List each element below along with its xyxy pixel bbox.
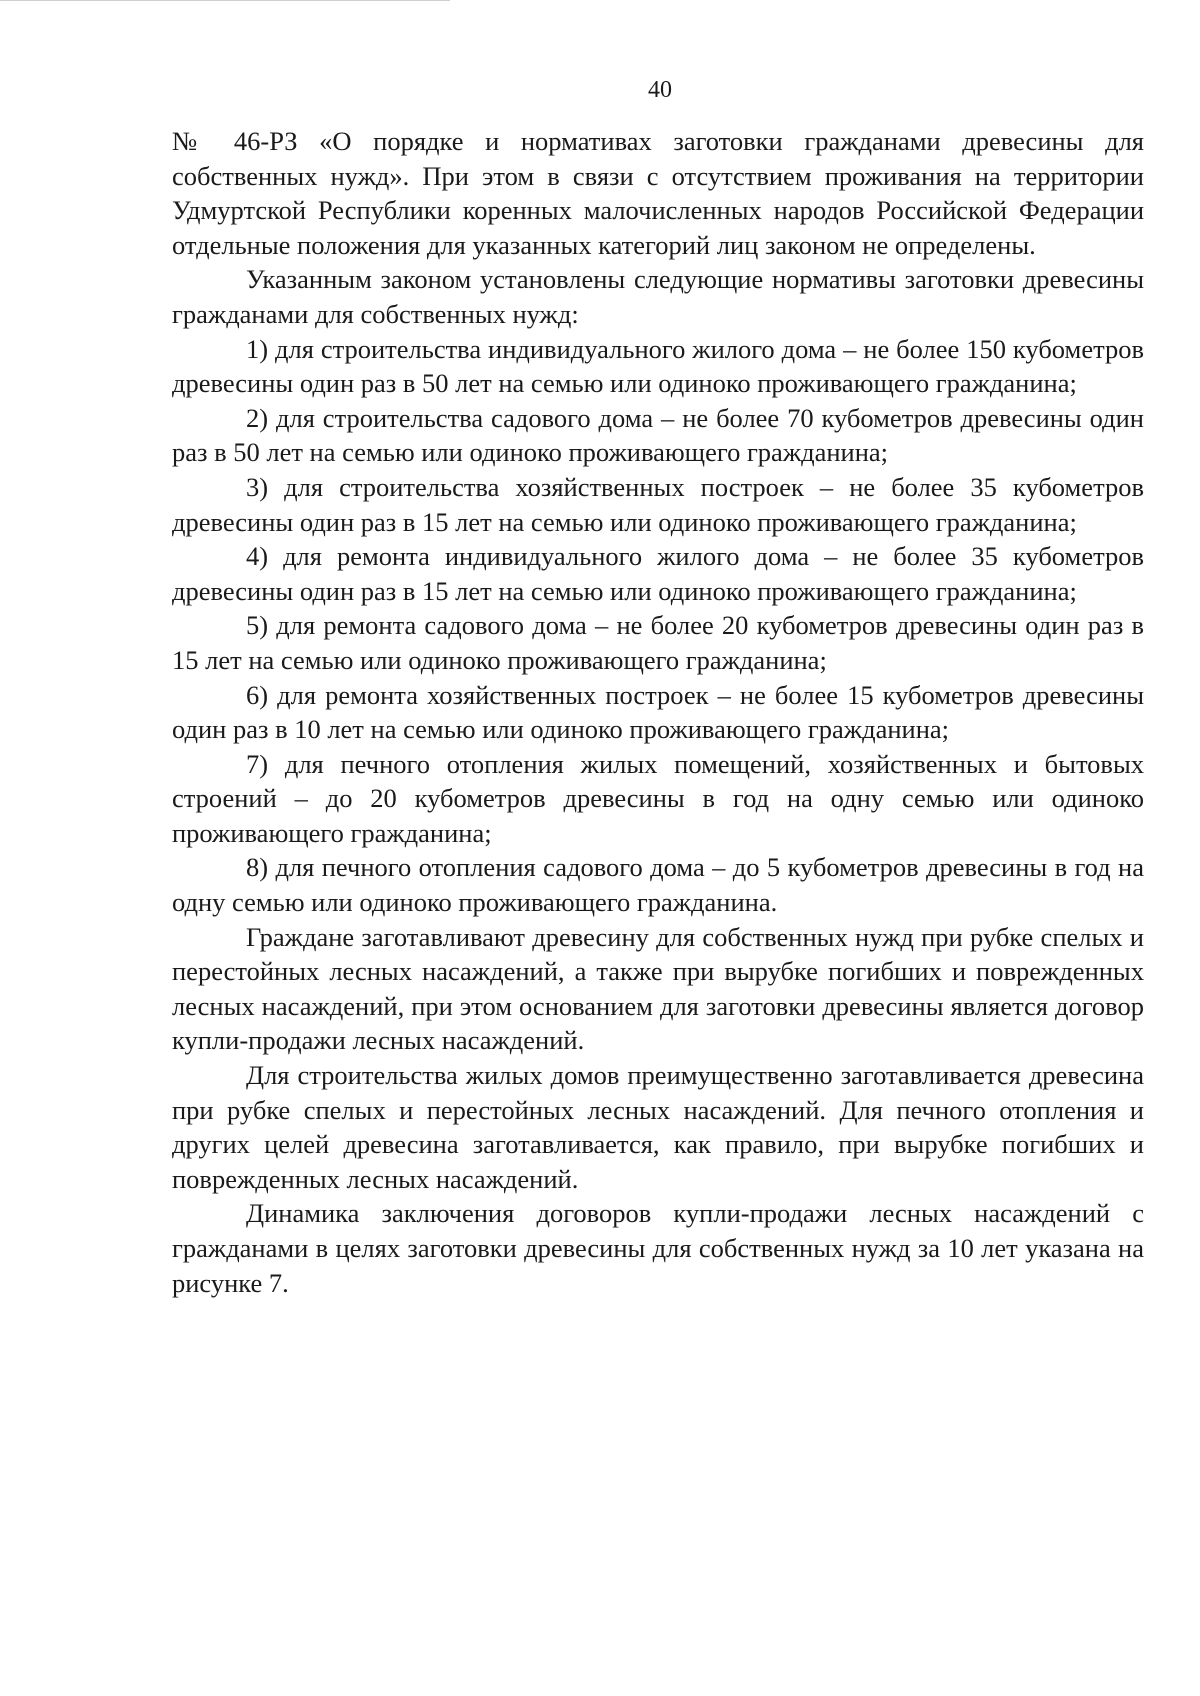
list-item-norm-2: 2) для строительства садового дома – не более 70 кубометров древесины один раз в 50 лет на семью или одиноко проживающего гражданина; (172, 402, 1144, 468)
paragraph-norms-intro: Указанным законом установлены следующие нормативы заготовки древесины гражданами для собственных нужд: (172, 264, 1144, 329)
list-item-norm-5: 5) для ремонта садового дома – не более 20 кубометров древесины один раз в 15 лет на семью или одиноко проживающего гражданина; (172, 610, 1144, 675)
list-item-norm-1: 1) для строительства индивидуального жилого дома – не более 150 кубометров древесины один раз в 50 лет на семью или одиноко проживающего гражданина; (172, 333, 1144, 399)
paragraph-continuation: № 46-РЗ «О порядке и нормативах заготовки гражданами древесины для собственных нужд». При этом в связи с отсутствием проживания на территории Удмуртской Республики коренных малочисленных народов Российской Федерации отдельные положения для указанных категорий лиц законом не определены. (172, 126, 1144, 260)
list-item-norm-8: 8) для печного отопления садового дома – до 5 кубометров древесины в год на одну семью или одиноко проживающего гражданина. (172, 852, 1144, 918)
paragraph-harvesting: Граждане заготавливают древесину для собственных нужд при рубке спелых и перестойных лесных насаждений, а также при вырубке погибших и поврежденных лесных насаждений, при этом основанием для заготовки древесины является договор купли-продажи лесных насаждений. (172, 921, 1144, 1056)
scan-edge-line (0, 0, 450, 1)
page-number: 40 (648, 77, 672, 103)
paragraph-dynamics: Динамика заключения договоров купли-продажи лесных насаждений с гражданами в целях заготовки древесины для собственных нужд за 10 лет указана на рисунке 7. (172, 1198, 1144, 1298)
list-item-norm-4: 4) для ремонта индивидуального жилого дома – не более 35 кубометров древесины один раз в 15 лет на семью или одиноко проживающего гражданина; (172, 541, 1144, 606)
list-item-norm-6: 6) для ремонта хозяйственных построек – не более 15 кубометров древесины один раз в 10 лет на семью или одиноко проживающего гражданина; (172, 679, 1144, 745)
paragraph-construction: Для строительства жилых домов преимущественно заготавливается древесина при рубке спелых и перестойных лесных насаждений. Для печного отопления и других целей древесина заготавливается, как правило, при вырубке погибших и поврежденных лесных насаждений. (172, 1060, 1144, 1194)
list-item-norm-7: 7) для печного отопления жилых помещений, хозяйственных и бытовых строений – до 20 кубометров древесины в год на одну семью или одиноко проживающего гражданина; (172, 748, 1144, 848)
list-item-norm-3: 3) для строительства хозяйственных построек – не более 35 кубометров древесины один раз в 15 лет на семью или одиноко проживающего гражданина; (172, 471, 1144, 537)
document-body (172, 124, 1144, 1300)
